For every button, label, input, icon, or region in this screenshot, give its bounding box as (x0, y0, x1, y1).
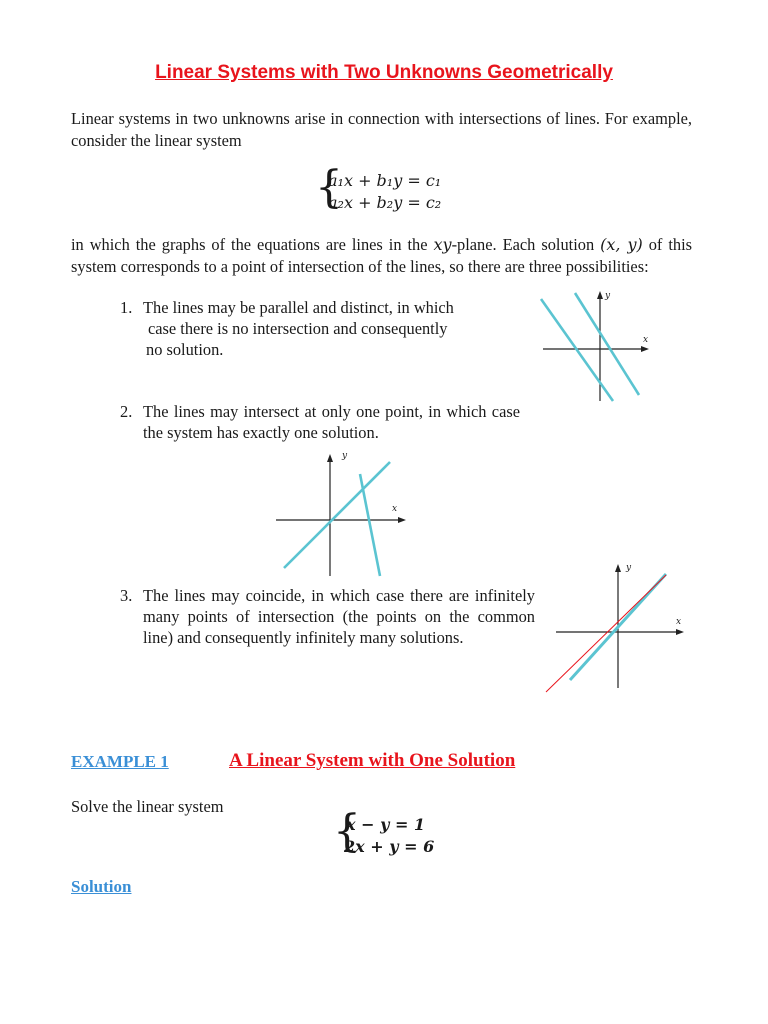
y-arrow-icon (597, 291, 603, 299)
item-3-text: The lines may coincide, in which case there are infinitely many points of intersection (the points on the common line) and consequently infinitely many solutions. (143, 586, 535, 647)
y-arrow-icon (615, 564, 621, 572)
y-label: y (605, 291, 611, 301)
list-item-2 (120, 401, 520, 445)
graph-coinciding-lines (542, 560, 688, 696)
list-item-1 (120, 297, 520, 363)
x-label: x (643, 335, 649, 345)
graph-parallel-lines (535, 285, 655, 405)
system-eq2: a₂x + b₂y = c₂ (328, 193, 442, 212)
item-number: 3. (120, 586, 133, 605)
solution-heading: Solution (71, 877, 132, 896)
example-eq1: x − y = 1 (346, 815, 426, 834)
item-1-line-3: no solution. (146, 340, 224, 359)
left-brace: { (333, 806, 361, 857)
item-2-text: The lines may intersect at only one point, in which case the system has exactly one solution. (143, 402, 520, 442)
example-system (333, 806, 456, 860)
intro-paragraph: Linear systems in two unknowns arise in connection with intersections of lines. For example, consider the linear system (71, 109, 692, 150)
item-number: 2. (120, 402, 133, 421)
left-brace: { (315, 162, 343, 213)
x-label: x (392, 504, 398, 514)
graph-intersecting-lines (272, 448, 408, 578)
solve-text: Solve the linear system (71, 797, 224, 816)
second-paragraph (71, 234, 692, 278)
para2-text-c: of this system corresponds to a point of intersection of the lines, so there are three possibilities: (71, 235, 693, 276)
item-1-line-2: case there is no intersection and consequently (148, 319, 448, 338)
system-eq1: a₁x + b₁y = c₁ (328, 171, 442, 190)
item-number: 1. (120, 298, 133, 317)
item-1-line-1: The lines may be parallel and distinct, in which (143, 298, 454, 317)
y-arrow-icon (327, 454, 333, 462)
para2-pair: (x, y) (600, 235, 643, 254)
y-label: y (626, 563, 632, 573)
para2-text-a: in which the graphs of the equations are lines in the (71, 235, 434, 254)
x-arrow-icon (398, 517, 406, 523)
line-1 (541, 299, 613, 401)
x-arrow-icon (641, 346, 649, 352)
page-title: Linear Systems with Two Unknowns Geometrically (155, 62, 613, 83)
coincident-line (546, 575, 666, 692)
y-label: y (342, 451, 348, 461)
example-eq2: 2x + y = 6 (344, 837, 435, 856)
x-label: x (676, 617, 682, 627)
example-title: A Linear System with One Solution (229, 750, 516, 771)
line-2 (575, 293, 639, 395)
para2-xy: xy (433, 235, 452, 254)
para2-text-b: -plane. Each solution (451, 235, 601, 254)
list-item-3 (120, 585, 540, 673)
general-system (315, 162, 478, 216)
example-label: EXAMPLE 1 (71, 752, 169, 771)
line-2 (360, 474, 380, 576)
x-arrow-icon (676, 629, 684, 635)
